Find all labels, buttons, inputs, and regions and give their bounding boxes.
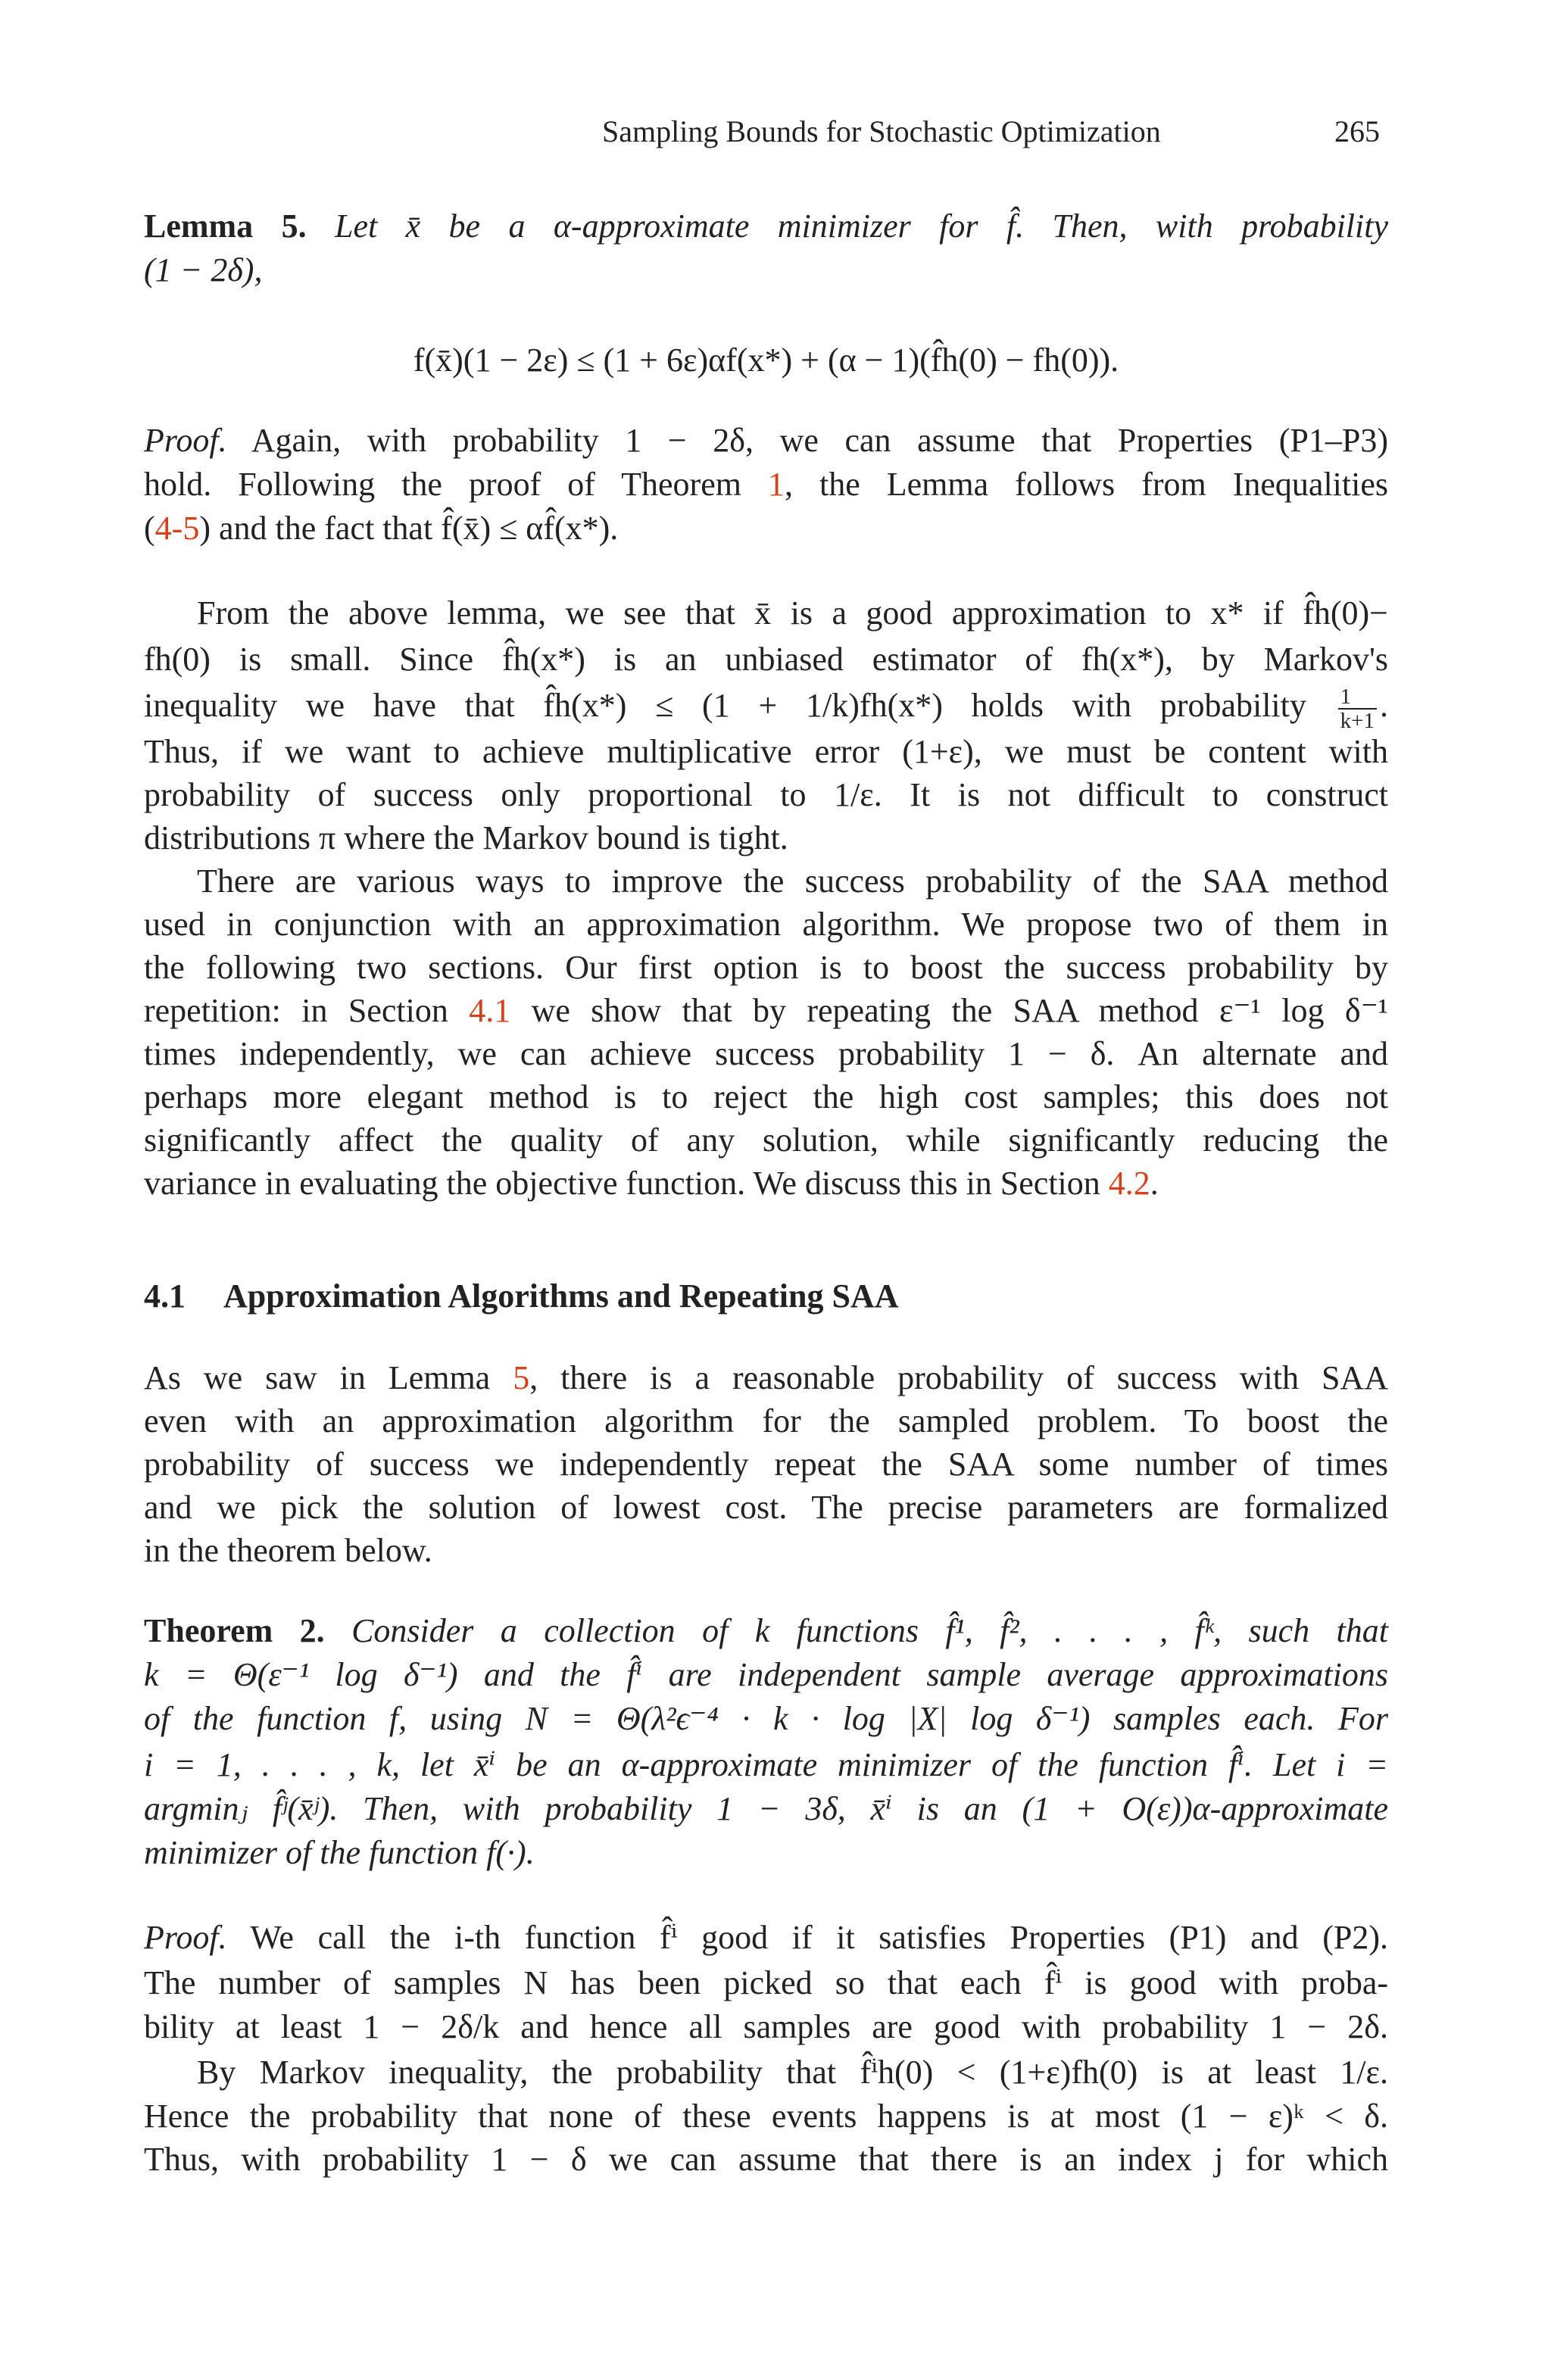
para-1-line-2: fh(0) is small. Since f̂h(x*) is an unbiased estimator of fh(x*), by Markov's [144, 641, 1388, 678]
proof-1-line-3: (4-5) and the fact that f̂(x̄) ≤ αf̂(x*). [144, 510, 619, 547]
para-2-line-6: perhaps more elegant method is to reject the high cost samples; this does not [144, 1078, 1388, 1115]
inequality-4-link[interactable]: 4 [154, 510, 172, 547]
section-number: 4.1 [144, 1277, 186, 1315]
lemma-5-line-2: (1 − 2δ), [144, 251, 263, 289]
lemma-label: Lemma 5. [144, 207, 307, 245]
para-1-line-4: Thus, if we want to achieve multiplicative error (1+ε), we must be content with [144, 733, 1388, 770]
lemma-5-line-1 [144, 204, 1388, 248]
para-3-line-1: As we saw in Lemma 5, there is a reasonable probability of success with SAA [144, 1359, 1388, 1396]
para-2-line-5: times independently, we can achieve success probability 1 − δ. An alternate and [144, 1035, 1388, 1072]
proof-2-line-2: The number of samples N has been picked so that each f̂ⁱ is good with proba- [144, 1964, 1388, 2001]
lemma-text: Let x̄ be a α-approximate minimizer for f̂. Then, with probability [334, 207, 1389, 245]
para-1-line-6: distributions π where the Markov bound is tight. [144, 819, 788, 856]
section-4-1-link[interactable]: 4.1 [469, 992, 511, 1029]
para-1-line-3: inequality we have that f̂h(x*) ≤ (1 + 1/k)fh(x*) holds with probability $\frac{1}{k+1}$ . [144, 684, 1389, 733]
para-2-line-8: variance in evaluating the objective function. We discuss this in Section 4.2. [144, 1165, 1159, 1202]
proof-2-line-1: Proof. We call the i-th function f̂ⁱ good if it satisfies Properties (P1) and (P2). [144, 1919, 1388, 1956]
para-1-line-1: From the above lemma, we see that x̄ is a good approximation to x* if f̂h(0)− [197, 594, 1388, 632]
para-3-line-4: and we pick the solution of lowest cost. The precise parameters are formalized [144, 1489, 1388, 1526]
para-3-line-2: even with an approximation algorithm for the sampled problem. To boost the [144, 1402, 1388, 1440]
running-title: Sampling Bounds for Stochastic Optimization [602, 114, 1161, 148]
theorem-1-link[interactable]: 1 [767, 466, 785, 503]
para-2-line-4: repetition: in Section 4.1 we show that by repeating the SAA method ε⁻¹ log δ⁻¹ [144, 992, 1388, 1029]
theorem-2-line-3: of the function f, using N = Θ(λ²ϵ⁻⁴ · k · log |X| log δ⁻¹) samples each. For [144, 1700, 1388, 1737]
para-2-line-2: used in conjunction with an approximation algorithm. We propose two of them in [144, 906, 1388, 943]
proof-1-line-2: hold. Following the proof of Theorem 1, the Lemma follows from Inequalities [144, 466, 1388, 503]
para-2-line-7: significantly affect the quality of any solution, while significantly reducing the [144, 1121, 1388, 1159]
para-1-line-5: probability of success only proportional to 1/ε. It is not difficult to construct [144, 776, 1388, 813]
theorem-2-line-5: argminⱼ f̂ʲ(x̄ʲ). Then, with probability 1 − 3δ, x̄ⁱ is an (1 + O(ε))α-approximate [144, 1790, 1388, 1827]
section-title: Approximation Algorithms and Repeating SAA [223, 1277, 899, 1315]
para-2-line-3: the following two sections. Our first option is to boost the success probability by [144, 949, 1388, 986]
proof-2-line-3: bility at least 1 − 2δ/k and hence all samples are good with probability 1 − 2δ. [144, 2008, 1388, 2045]
theorem-2-line-4: i = 1, . . . , k, let x̄ⁱ be an α-approximate minimizer of the function f̂ⁱ. Let i = [144, 1746, 1388, 1783]
inequality-5-link[interactable]: 5 [183, 510, 200, 547]
para-3-line-3: probability of success we independently repeat the SAA some number of times [144, 1446, 1388, 1483]
page-number: 265 [1334, 114, 1380, 148]
para-3-line-5: in the theorem below. [144, 1532, 432, 1569]
fraction-1-over-k-plus-1: $\frac{1}{k+1}$ [1338, 685, 1377, 732]
proof-2-line-4: By Markov inequality, the probability that f̂ⁱh(0) < (1+ε)fh(0) is at least 1/ε. [197, 2054, 1388, 2091]
lemma-5-equation: f(x̄)(1 − 2ε) ≤ (1 + 6ε)αf(x*) + (α − 1)(f̂h(0) − fh(0)). [413, 342, 1119, 379]
para-2-line-1: There are various ways to improve the success probability of the SAA method [197, 862, 1388, 900]
theorem-label: Theorem 2. [144, 1612, 325, 1649]
proof-2-line-6: Thus, with probability 1 − δ we can assume that there is an index j for which [144, 2141, 1388, 2178]
theorem-2-line-6: minimizer of the function f(·). [144, 1834, 535, 1871]
proof-2-line-5: Hence the probability that none of these events happens is at most (1 − ε)ᵏ < δ. [144, 2098, 1388, 2135]
theorem-2-line-1: Theorem 2. Consider a collection of k functions f̂¹, f̂², . . . , f̂ᵏ, such that [144, 1612, 1389, 1649]
section-heading [144, 1274, 1388, 1318]
lemma-5-link[interactable]: 5 [513, 1359, 530, 1396]
theorem-2-line-2: k = Θ(ε⁻¹ log δ⁻¹) and the f̂ⁱ are independent sample average approximations [144, 1656, 1388, 1693]
proof-label: Proof. [144, 422, 227, 459]
section-4-2-link[interactable]: 4.2 [1108, 1165, 1150, 1202]
proof-1-line-1: Proof. Again, with probability 1 − 2δ, we can assume that Properties (P1–P3) [144, 422, 1388, 459]
